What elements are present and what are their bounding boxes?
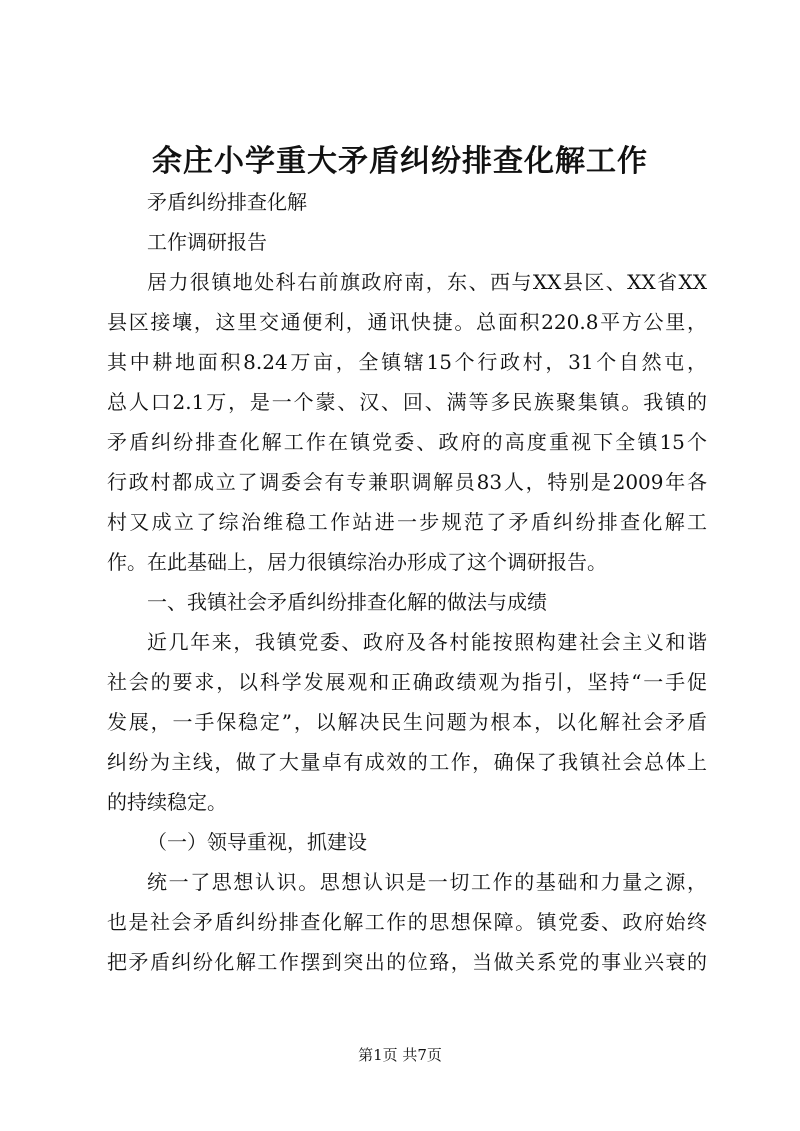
paragraph-line: 矛盾纠纷排查化解工作在镇党委、政府的高度重视下全镇15个 [107,430,707,454]
paragraph-line: 工作调研报告 [147,230,267,254]
paragraph-line: 的持续稳定。 [107,790,227,814]
paragraph-line: 社会的要求，以科学发展观和正确政绩观为指引，坚持“一手促 [107,670,707,694]
paragraph-line: 发展，一手保稳定”，以解决民生问题为根本，以化解社会矛盾 [107,710,707,734]
paragraph-line: 统一了思想认识。思想认识是一切工作的基础和力量之源， [147,870,707,894]
paragraph-line: 居力很镇地处科右前旗政府南，东、西与XX县区、XX省XX [147,270,707,294]
section-heading: 一、我镇社会矛盾纠纷排查化解的做法与成绩 [147,590,547,614]
paragraph-line: 也是社会矛盾纠纷排查化解工作的思想保障。镇党委、政府始终 [107,910,707,934]
document-title: 余庄小学重大矛盾纠纷排查化解工作 [152,144,648,179]
paragraph-line: 其中耕地面积8.24万亩，全镇辖15个行政村，31个自然屯， [107,350,707,374]
paragraph-line: 行政村都成立了调委会有专兼职调解员83人，特别是2009年各 [107,470,707,494]
paragraph-line: 矛盾纠纷排查化解 [147,190,307,214]
paragraph-line: 纠纷为主线，做了大量卓有成效的工作，确保了我镇社会总体上 [107,750,707,774]
paragraph-line: 作。在此基础上，居力很镇综治办形成了这个调研报告。 [107,550,607,574]
paragraph-line: 县区接壤，这里交通便利，通讯快捷。总面积220.8平方公里， [107,310,707,334]
subsection-heading: （一）领导重视，抓建设 [147,830,367,854]
paragraph-line: 村又成立了综治维稳工作站进一步规范了矛盾纠纷排查化解工 [107,510,707,534]
paragraph-line: 近几年来，我镇党委、政府及各村能按照构建社会主义和谐 [147,630,707,654]
page-number-footer: 第1页 共7页 [358,1046,442,1064]
paragraph-line: 总人口2.1万，是一个蒙、汉、回、满等多民族聚集镇。我镇的 [107,390,707,414]
document-body [107,182,707,982]
paragraph-line: 把矛盾纠纷化解工作摆到突出的位臵，当做关系党的事业兴衰的 [107,950,707,974]
